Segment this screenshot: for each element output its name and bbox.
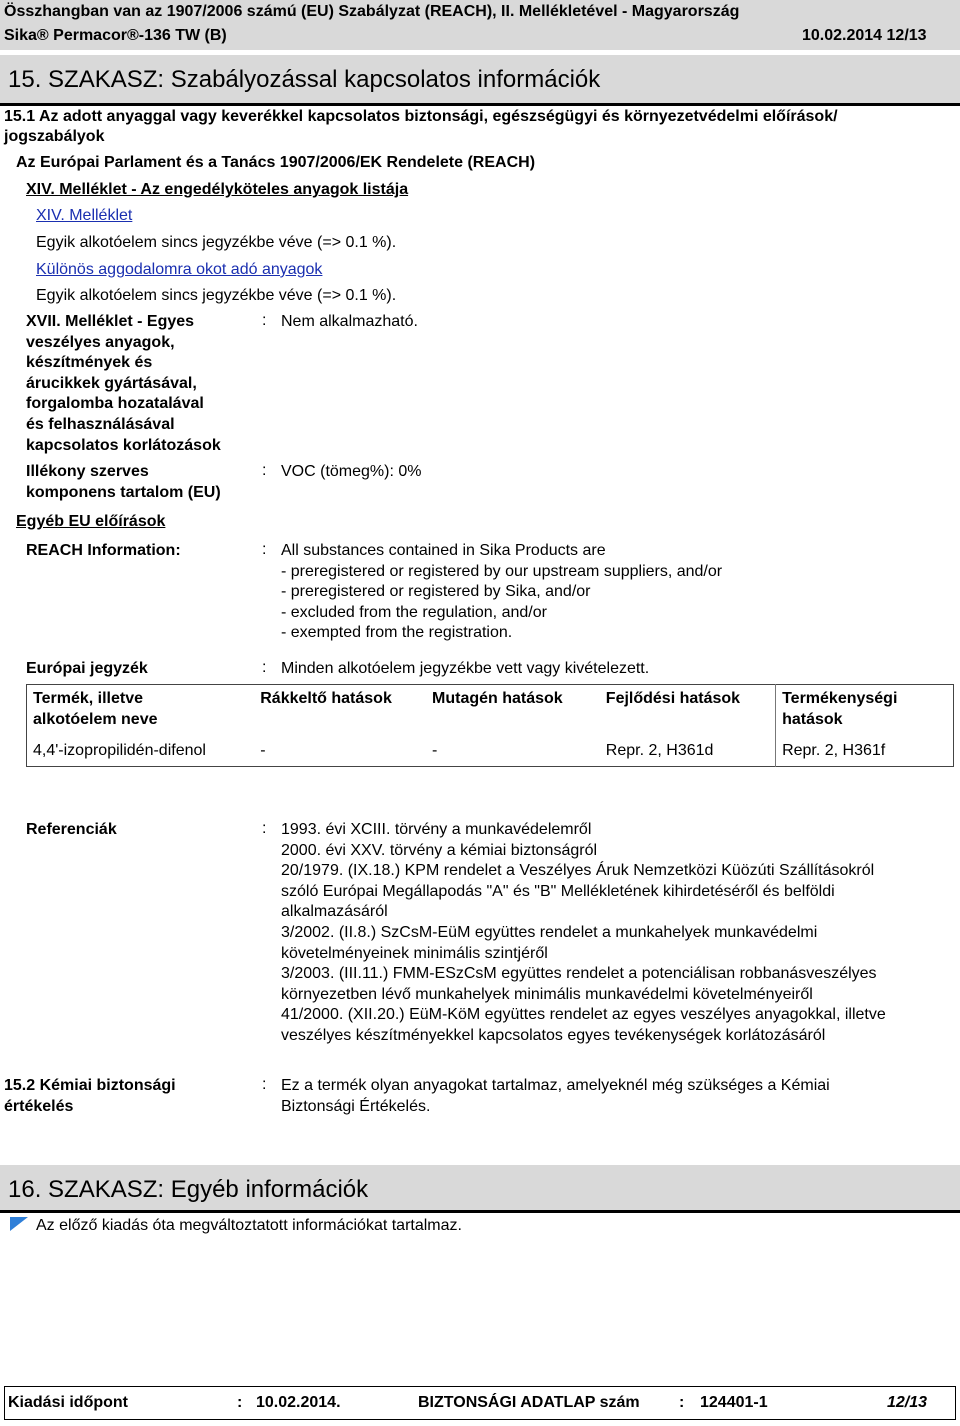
table-cell: 4,4'-izopropilidén-difenol	[33, 742, 206, 759]
table-header-cell: Rákkeltő hatások	[260, 690, 392, 707]
date-page: 10.02.2014 12/13	[802, 27, 927, 44]
voc-value: VOC (tömeg%): 0%	[281, 463, 422, 480]
sds-colon: :	[679, 1394, 685, 1411]
table-cell: Repr. 2, H361d	[600, 737, 776, 766]
svhc-text: Egyik alkotóelem sincs jegyzékbe véve (=> 0.1 %).	[36, 287, 397, 304]
issue-date: 10.02.2014.	[256, 1394, 341, 1411]
subsection-15-1-cont: jogszabályok	[4, 128, 105, 145]
table-header-row	[27, 685, 954, 738]
cmr-table	[26, 684, 954, 767]
table-cell: -	[432, 742, 438, 759]
voc-colon: :	[262, 462, 267, 479]
references-value: 1993. évi XCIII. törvény a munkavédelemről 2000. évi XXV. törvény a kémiai biztonságról 20/1979. (IX.18.) KPM rendelet a Veszélyes Áruk Nemzetközi Küözúti Szállításokról szóló Európai Megállapodás "A" és "B" Mellékletének kihirdetéséről és belföldi alkalmazásáról 3/2002. (II.8.) SzCsM-EüM együttes rendelet a munkahelyek munkavédelmi követelményeinek minimális szintjéről 3/2003. (III.11.) FMM-ESzCsM együttes rendelet a potenciálisan robbanásveszélyes környezetben lévő munkahelyek minimális munkavédelmi követelményeiről 41/2000. (XII.20.) EüM-KöM együttes rendelet az egyes veszélyes anyagokkal, illetve veszélyes készítményekkel kapcsolatos egyes tevékenységek korlátozásáról	[281, 821, 886, 1044]
section16-title: 16. SZAKASZ: Egyéb információk	[8, 1176, 369, 1203]
sds-number: 124401-1	[700, 1394, 768, 1411]
references-colon: :	[262, 820, 267, 837]
issue-label: Kiadási időpont	[8, 1394, 128, 1411]
eu-inventory-colon: :	[262, 659, 267, 676]
table-cell: -	[260, 742, 266, 759]
eu-inventory-value: Minden alkotóelem jegyzékbe vett vagy kivételezett.	[281, 660, 650, 677]
section16-rule	[0, 1210, 960, 1213]
subsection-15-1: 15.1 Az adott anyaggal vagy keverékkel kapcsolatos biztonsági, egészségügyi és környezetvédelmi előírások/	[4, 108, 838, 125]
section15-title: 15. SZAKASZ: Szabályozással kapcsolatos információk	[8, 66, 601, 93]
issue-colon: :	[237, 1394, 243, 1411]
sds-label: BIZTONSÁGI ADATLAP szám	[418, 1394, 640, 1411]
annex14-link[interactable]: XIV. Melléklet	[36, 207, 133, 224]
reach-heading: Az Európai Parlament és a Tanács 1907/2006/EK Rendelete (REACH)	[16, 154, 536, 171]
table-header-cell: Fejlődési hatások	[600, 685, 776, 738]
eu-inventory-label: Európai jegyzék	[26, 660, 148, 677]
annex17-value: Nem alkalmazható.	[281, 313, 418, 330]
chem-safety-label: 15.2 Kémiai biztonsági értékelés	[4, 1077, 176, 1115]
table-header-cell: Termék, illetve alkotóelem neve	[33, 690, 158, 728]
chem-safety-colon: :	[262, 1076, 267, 1093]
svhc-link[interactable]: Különös aggodalomra okot adó anyagok	[36, 261, 323, 278]
reach-info-label: REACH Information:	[26, 542, 181, 559]
reach-info-colon: :	[262, 541, 267, 558]
table-row	[27, 737, 954, 766]
changed-marker-icon	[10, 1217, 28, 1231]
chem-safety-value: Ez a termék olyan anyagokat tartalmaz, amelyeknél még szükséges a Kémiai Biztonsági Értékelés.	[281, 1077, 830, 1115]
other-eu-heading: Egyéb EU előírások	[16, 513, 166, 530]
table-header-cell: Mutagén hatások	[432, 690, 563, 707]
reach-info-value: All substances contained in Sika Products are - preregistered or registered by our upstream suppliers, and/or - preregistered or registered by Sika, and/or - excluded from the regulation, and/or - exempted from the registration.	[281, 542, 723, 642]
table-header-cell: Termékenységi hatások	[782, 690, 898, 728]
header-title: Összhangban van az 1907/2006 számú (EU) Szabályzat (REACH), II. Mellékletével - Magyarország	[4, 3, 740, 20]
table-cell: Repr. 2, H361f	[782, 742, 886, 759]
product-name: Sika® Permacor®-136 TW (B)	[4, 27, 227, 44]
footer-page: 12/13	[887, 1394, 928, 1411]
annex17-label: XVII. Melléklet - Egyes veszélyes anyagok, készítmények és árucikkek gyártásával, forgalomba hozatalával és felhasználásával kapcsolatos korlátozások	[26, 313, 221, 454]
changed-note: Az előző kiadás óta megváltoztatott információkat tartalmaz.	[36, 1217, 462, 1234]
annex17-colon: :	[262, 312, 267, 329]
section15-rule	[0, 103, 960, 106]
voc-label: Illékony szerves komponens tartalom (EU)	[26, 463, 221, 501]
annex14-text: Egyik alkotóelem sincs jegyzékbe véve (=> 0.1 %).	[36, 234, 397, 251]
references-label: Referenciák	[26, 821, 117, 838]
annex14-heading: XIV. Melléklet - Az engedélyköteles anyagok listája	[26, 181, 409, 198]
